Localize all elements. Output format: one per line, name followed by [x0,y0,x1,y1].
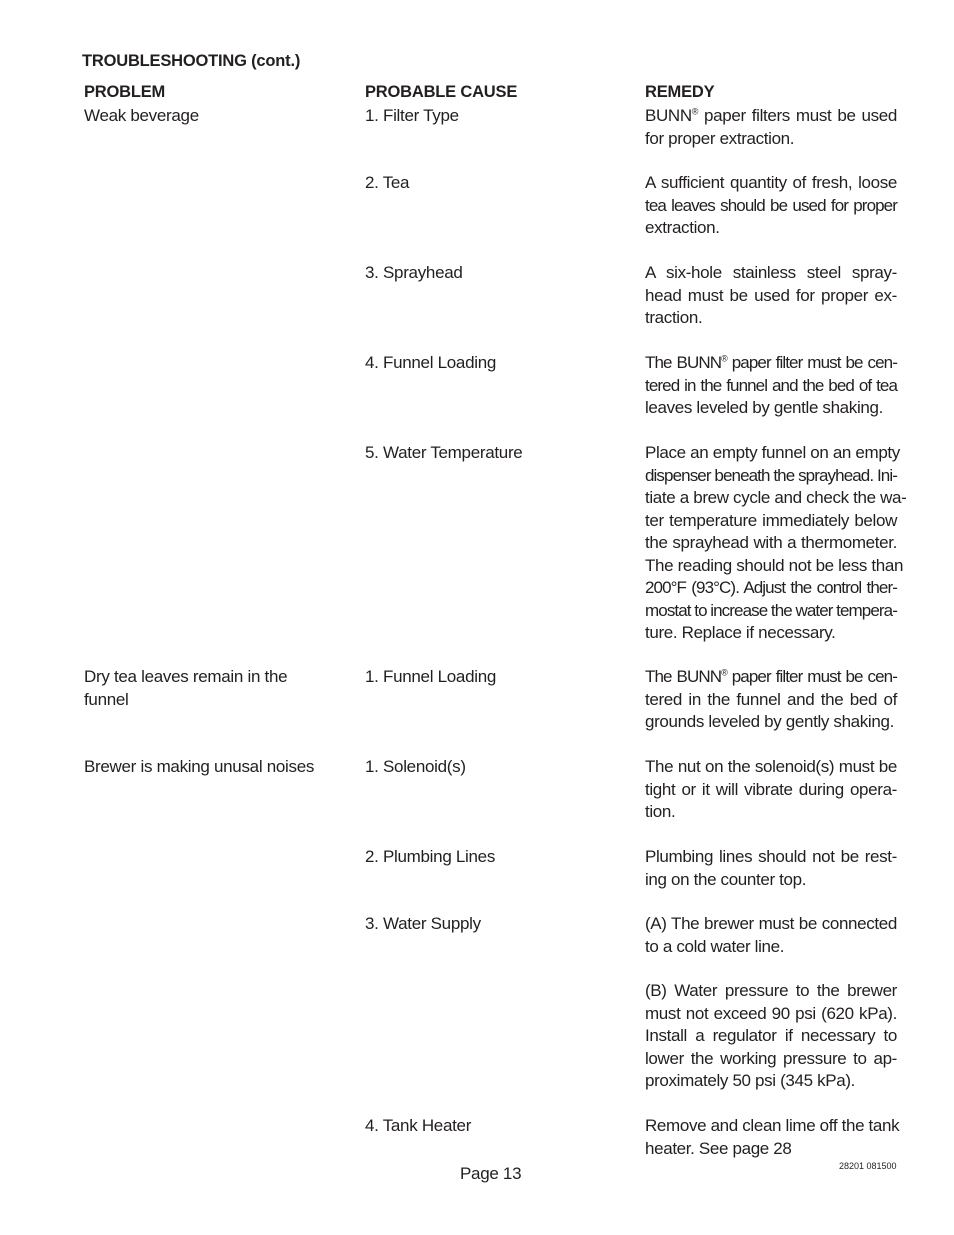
remedy-sprayhead [645,262,897,330]
problem-dry-tea-leaves-line2: funnel [84,689,129,709]
remedy-text: A sufficient quantity of fresh, loose [645,173,897,192]
remedy-text: lower the working pressure to ap- [645,1048,897,1068]
remedy-text: Plumbing lines should not be rest- [645,847,897,866]
remedy-water-supply-a [645,913,897,958]
remedy-text: extraction. [645,218,720,237]
remedy-text: The nut on the solenoid(s) must be [645,757,897,776]
cause-water-supply: 3. Water Supply [365,914,481,933]
cause-sprayhead: 3. Sprayhead [365,263,463,282]
registered-mark: ® [721,353,727,364]
remedy-text: tea leaves should be used for proper [645,195,897,215]
remedy-text: ter temperature immediately below [645,510,897,530]
remedy-text: tight or it will vibrate during opera- [645,779,897,799]
remedy-text: heater. See page 28 [645,1138,792,1158]
remedy-funnel-loading [645,352,897,420]
problem-dry-tea-leaves-line1: Dry tea leaves remain in the [84,667,288,686]
remedy-brand-name: The BUNN [645,667,722,686]
remedy-text: tion. [645,802,676,821]
header-problem: PROBLEM [84,83,166,101]
remedy-text: grounds leveled by gently shaking. [645,712,894,731]
section-title: TROUBLESHOOTING (cont.) [82,52,301,70]
remedy-text: paper filters must be used [698,106,897,125]
cause-plumbing-lines: 2. Plumbing Lines [365,847,496,866]
cause-filter-type: 1. Filter Type [365,106,459,125]
remedy-text: the sprayhead with a thermometer. [645,533,897,552]
remedy-water-supply-b [645,980,897,1093]
remedy-text: proximately 50 psi (345 kPa). [645,1071,856,1090]
page-number: Page 13 [460,1164,522,1183]
cause-tank-heater: 4. Tank Heater [365,1116,472,1135]
remedy-text: leaves leveled by gentle shaking. [645,398,883,417]
remedy-tea [645,172,897,240]
remedy-text: 200°F (93°C). Adjust the control ther- [645,578,897,597]
remedy-text: to a cold water line. [645,936,785,956]
remedy-funnel-loading-2 [645,666,897,734]
problem-unusual-noises: Brewer is making unusal noises [84,757,315,776]
remedy-filter-type [645,105,897,150]
cause-tea: 2. Tea [365,173,410,192]
remedy-solenoids [645,756,897,824]
remedy-text: for proper extraction. [645,128,795,148]
remedy-text: paper filter must be cen- [726,667,897,686]
remedy-text: must not exceed 90 psi (620 kPa). [645,1003,897,1023]
document-code: 28201 081500 [839,1161,897,1171]
remedy-tank-heater [645,1115,900,1160]
remedy-brand-name: BUNN [645,106,692,125]
remedy-text: traction. [645,308,703,327]
header-remedy: REMEDY [645,83,715,101]
problem-dry-tea-leaves [84,666,287,711]
remedy-text: Place an empty funnel on an empty [645,443,900,462]
remedy-text: A six-hole stainless steel spray- [645,263,897,282]
remedy-plumbing-lines [645,846,897,891]
remedy-text: head must be used for proper ex- [645,285,897,305]
header-probable-cause: PROBABLE CAUSE [365,83,518,101]
remedy-text: paper filter must be cen- [726,353,897,372]
remedy-text: tered in the funnel and the bed of [645,689,897,709]
problem-weak-beverage: Weak beverage [84,106,199,125]
remedy-text: The reading should not be less than [645,555,904,575]
remedy-text: dispenser beneath the sprayhead. Ini- [645,465,897,485]
remedy-text: (A) The brewer must be connected [645,914,897,933]
remedy-text: Install a regulator if necessary to [645,1026,897,1045]
remedy-text: ing on the counter top. [645,869,807,889]
remedy-text: mostat to increase the water tempera- [645,600,897,620]
cause-solenoids: 1. Solenoid(s) [365,757,466,776]
remedy-text: (B) Water pressure to the brewer [645,981,897,1000]
cause-water-temperature: 5. Water Temperature [365,443,523,462]
cause-funnel-loading: 4. Funnel Loading [365,353,497,372]
remedy-text: tiate a brew cycle and check the wa- [645,488,907,507]
remedy-text: tered in the funnel and the bed of tea [645,375,897,395]
remedy-brand-name: The BUNN [645,353,722,372]
remedy-text: Remove and clean lime off the tank [645,1116,900,1135]
registered-mark: ® [721,667,727,678]
remedy-water-temperature [645,442,907,645]
remedy-text: ture. Replace if necessary. [645,623,836,642]
registered-mark: ® [691,106,699,117]
cause-funnel-loading-2: 1. Funnel Loading [365,667,497,686]
